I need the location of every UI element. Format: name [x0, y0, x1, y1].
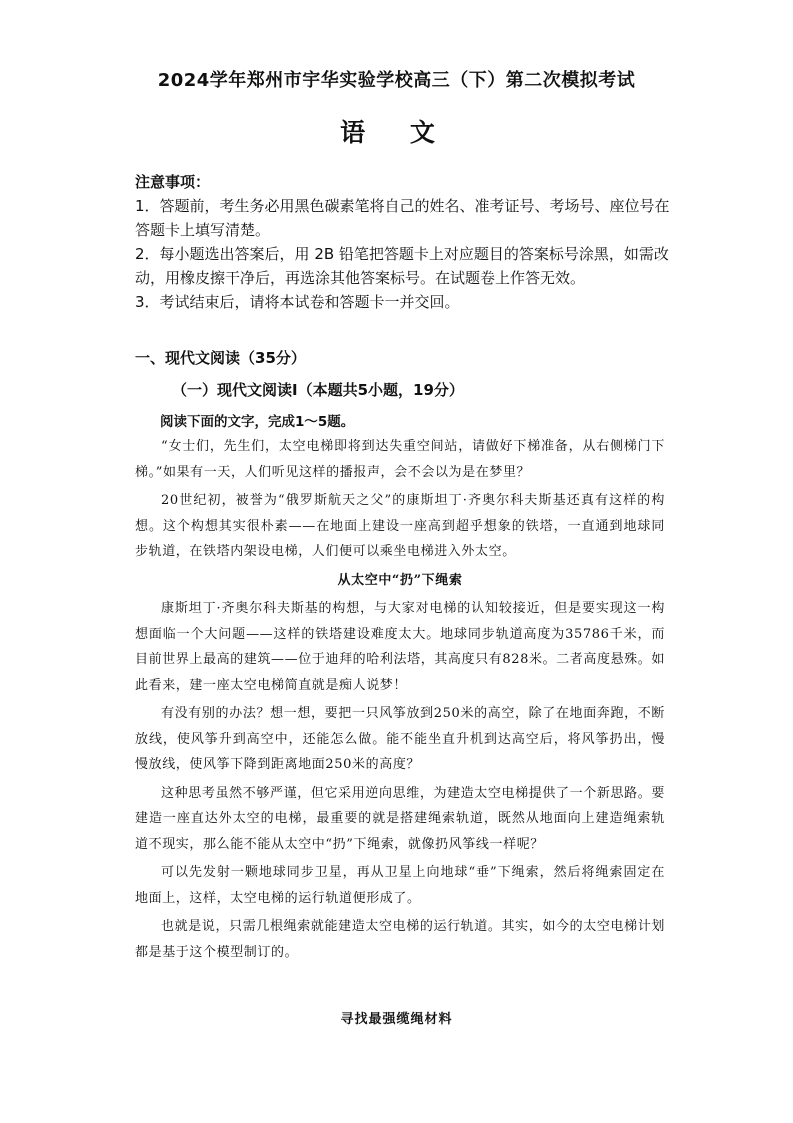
notice-item: 3．考试结束后，请将本试卷和答题卡一并交回。	[135, 293, 460, 311]
notice-heading: 注意事项：	[135, 173, 211, 191]
passage-paragraph: 康斯坦丁·齐奥尔科夫斯基的构想，与大家对电梯的认知较接近，但是要实现这一构想面临一个大问题——这样的铁塔建设难度太大。地球同步轨道高度为35786千米，而目前世界上最高的建筑——位于迪拜的哈利法塔，其高度只有828米。二者高度悬殊。如此看来，建一座太空电梯简直就是痴人说梦！	[135, 601, 665, 693]
section-heading: 一、现代文阅读（35分）	[135, 349, 306, 367]
notice-item: 1．答题前，考生务必用黑色碳素笔将自己的姓名、准考证号、考场号、座位号在答题卡上填写清楚。	[135, 197, 670, 239]
passage-paragraph: 也就是说，只需几根绳索就能建造太空电梯的运行轨道。其实，如今的太空电梯计划都是基于这个模型制订的。	[135, 919, 665, 960]
passage-paragraph: 20世纪初，被誉为“俄罗斯航天之父”的康斯坦丁·齐奥尔科夫斯基还真有这样的构想。这个构想其实很朴素——在地面上建设一座高到超乎想象的铁塔，一直通到地球同步轨道，在铁塔内架设电梯，人们便可以乘坐电梯进入外太空。	[135, 493, 665, 559]
reading-passage	[135, 434, 665, 968]
passage-subheading: 寻找最强缆绳材料	[340, 1012, 453, 1027]
passage-paragraph: 有没有别的办法？想一想，要把一只风筝放到250米的高空，除了在地面奔跑，不断放线，使风筝升到高空中，还能怎么做。能不能坐直升机到达高空后，将风筝扔出，慢慢放线，使风筝下降到距离地面250米的高度？	[135, 706, 665, 772]
subject-title: 语 文	[340, 118, 453, 147]
notice-block	[135, 170, 675, 314]
notice-item: 2．每小题选出答案后，用 2B 铅笔把答题卡上对应题目的答案标号涂黑，如需改动，用橡皮擦干净后，再选涂其他答案标号。在试题卷上作答无效。	[135, 245, 669, 287]
section-sub-heading: （一）现代文阅读Ⅰ（本题共5小题，19分）	[172, 381, 464, 399]
passage-paragraph: 可以先发射一颗地球同步卫星，再从卫星上向地球“垂”下绳索，然后将绳索固定在地面上，这样，太空电梯的运行轨道便形成了。	[135, 865, 665, 906]
reading-instruction: 阅读下面的文字，完成1～5题。	[160, 414, 355, 430]
passage-subheading: 从太空中“扔”下绳索	[337, 572, 463, 588]
passage-paragraph: 这种思考虽然不够严谨，但它采用逆向思维，为建造太空电梯提供了一个新思路。要建造一座直达外太空的电梯，最重要的就是搭建绳索轨道，既然从地面向上建造绳索轨道不现实，那么能不能从太空中“扔”下绳索，就像扔风筝线一样呢？	[135, 785, 665, 852]
passage-paragraph: “女士们，先生们，太空电梯即将到达失重空间站，请做好下梯准备，从右侧梯门下梯。”如果有一天，人们听见这样的播报声，会不会以为是在梦里？	[135, 439, 665, 480]
exam-title: 2024学年郑州市宇华实验学校高三（下）第二次模拟考试	[157, 70, 636, 91]
